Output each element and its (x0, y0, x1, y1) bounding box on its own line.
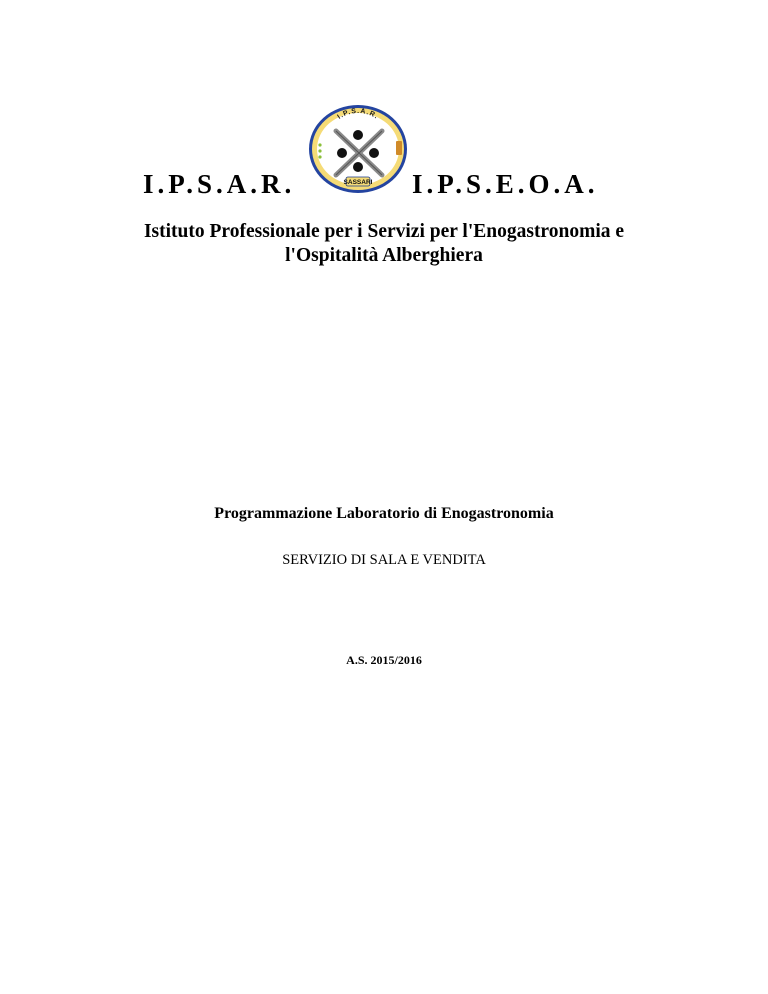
logo-top-text: I.P.S.A.R. (336, 107, 380, 121)
institute-name-line-1: Istituto Professionale per i Servizi per l'Enogastronomia e (143, 221, 625, 242)
institute-full-name (40, 220, 728, 268)
service-subtitle: SERVIZIO DI SALA E VENDITA (282, 552, 486, 568)
logo-bottom-text: SASSARI (343, 179, 373, 186)
school-logo-emblem (306, 101, 410, 195)
institute-abbreviation-left: I.P.S.A.R. (143, 169, 296, 199)
document-title: Programmazione Laboratorio di Enogastronomia (214, 505, 554, 522)
institute-abbreviation-right: I.P.S.E.O.A. (412, 169, 599, 199)
institute-name-line-2: l'Ospitalità Alberghiera (285, 245, 483, 266)
school-year: A.S. 2015/2016 (346, 653, 422, 667)
